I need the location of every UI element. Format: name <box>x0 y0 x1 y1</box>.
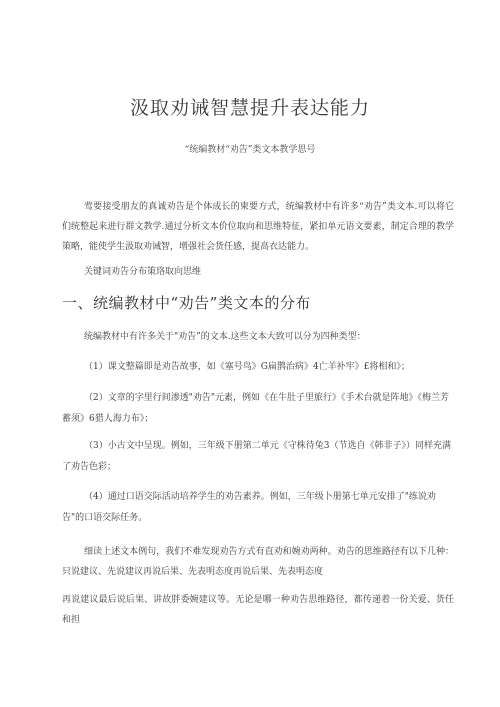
section-intro: 统编教材中有许多关于"劝告”的文本.这些文本大致可以分为四种类型： <box>84 332 366 342</box>
list-item: （4）通过口语交际活动培养学生的劝告素养。例如，三年级卜册第七单元安排了"练说劝告"的口语交际任务。 <box>62 492 436 523</box>
body-paragraph: 再说建议最后说后果、讲故胖委婉建议等。无论是哪一种劝告思维路径，都传递着一份关爱、货任和担 <box>62 595 454 625</box>
list-item: （1）课文整篇即是劝告故事，如《塞号鸟》G扁鹊治病》4亡羊补牢》£将相和》； <box>84 362 410 372</box>
list-item: （3）小古文中呈现。例如，三年级下册第二单元《守株待兔3（节选自《韩非子》）同样充满了劝告色彩； <box>62 441 451 472</box>
body-paragraph: 细读上述文本例句，我们不难发现劝告方式有直劝和婉劝两种。劝告的思维路径有以下几种：只说建议、先说建议再说后果、先表明态度再说后果、先表明态度 <box>62 547 454 577</box>
page-subtitle: “统编教材“劝告”类文本教学思号 <box>184 145 316 155</box>
section-heading-1: 一、统编教材中“劝告”类文本的分布 <box>62 294 311 312</box>
list-item: （2）文章的字里行间渗透"劝告"元素，例如《在牛肚子里旅行》《手术台就是阵地》《梅兰芳蓄须》6猎人海力布》； <box>62 393 450 424</box>
page-title: 汲取劝诫智慧提升表达能力 <box>129 97 370 119</box>
keywords-line: 关键词劝告分布策珞取向思维 <box>84 267 202 277</box>
abstract-paragraph: 莺要接受朋友的真诚劝告是个体成长的柬要方式，统编教材中有许多“劝告”类文本.可以将它们统整起来进行群文教学.通过分析文本价位取向和思维特征，紧扣单元语文要素，制定合理的教学策略，能使学生汲取劝诫智，增强社会货任感，提高衣达能力。 <box>62 202 454 252</box>
